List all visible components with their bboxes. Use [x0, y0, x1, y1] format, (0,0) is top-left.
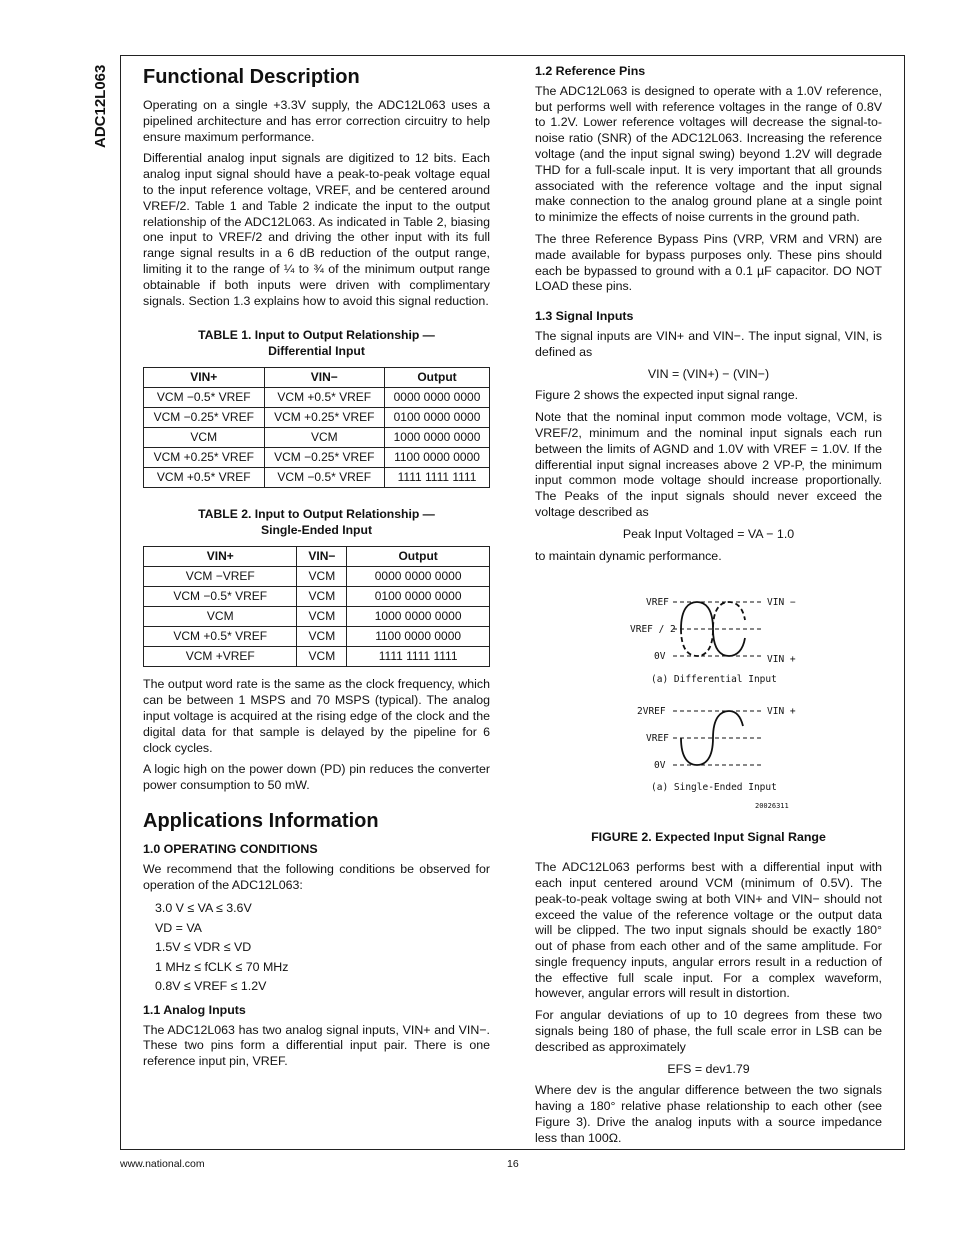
fig-b-caption: (a) Single-Ended Input — [651, 782, 777, 794]
section-1-3-paragraph-2: Figure 2 shows the expected input signal range. — [535, 388, 799, 403]
fig-a-vin-plus-label: VIN + — [767, 654, 796, 666]
vin-equation: VIN = (VIN+) − (VIN−) — [647, 366, 770, 381]
table-row: VCM −0.25* VREF VCM +0.25* VREF 0100 0000 0000 — [144, 408, 490, 428]
fig-b-vref-label: VREF — [646, 733, 669, 745]
fig-b-0v-label: 0V — [654, 760, 666, 772]
section-1-1-paragraph: The ADC12L063 has two analog signal inputs, VIN+ and VIN−. These two pins form a differential input pair. There is one reference input pin, VREF. — [143, 1022, 490, 1069]
fig-a-vref-label: VREF — [646, 597, 669, 609]
section-1-2-paragraph-1: The ADC12L063 is designed to operate with a 1.0V reference, but performs well with reference voltages in the range of 0.8V to 1.2V. Lower reference voltages will decrease the signal-to-noise ratio (SNR) of the ADC12L063. Increasing the reference voltage (and the input signal swing) beyond 1.2V will degrade THD for a full-scale input. It is very important that all grounds associated with the reference voltage and the input signal make connection to the analog ground plane at a single point to minimize the effects of noise currents in the ground path. — [535, 83, 882, 225]
table2 — [143, 546, 490, 667]
section-1-3-paragraph-3: Note that the nominal input common mode voltage, VCM, is VREF/2, minimum and the nominal input signals each run between the limits of AGND and 1.0V with VREF = 1.0V. If the differential input signal increases above 2 VP-P, the minimum input common mode voltage should increase proportionally. The Peaks of the input signals should never exceed the voltage described as — [535, 410, 882, 519]
efs-equation: EFS = dev1.79 — [667, 1061, 750, 1076]
table-row: VCM VCM 1000 0000 0000 — [144, 607, 490, 627]
section-1-3-paragraph-1: The signal inputs are VIN+ and VIN−. The input signal, VIN, is defined as — [535, 328, 882, 359]
fig-b-vin-plus-label: VIN + — [767, 706, 796, 718]
fig-a-caption: (a) Differential Input — [651, 674, 777, 686]
section-1-3-paragraph-4: to maintain dynamic performance. — [535, 548, 722, 563]
table-row: VCM −0.5* VREF VCM +0.5* VREF 0000 0000 0000 — [144, 388, 490, 408]
right-paragraph-6: For angular deviations of up to 10 degrees from these two signals being 180 of phase, the full scale error in LSB can be described as approximately — [535, 1008, 882, 1054]
side-title: ADC12L063 — [92, 64, 109, 148]
right-column — [535, 64, 882, 1153]
condition-item: VD = VA — [155, 920, 202, 935]
table2-caption: TABLE 2. Input to Output Relationship — Single-Ended Input — [198, 507, 435, 538]
fd-paragraph-1: Operating on a single +3.3V supply, the ADC12L063 uses a pipelined architecture and has error correction circuitry to help ensure maximum performance. — [143, 98, 490, 144]
left-column — [143, 64, 490, 1076]
operating-conditions-list — [155, 899, 490, 997]
fd-paragraph-4: A logic high on the power down (PD) pin reduces the converter power consumption to 50 mW. — [143, 762, 490, 793]
section-1-2-paragraph-2: The three Reference Bypass Pins (VRP, VRM and VRN) are made available for bypass purposes only. These pins should each be bypassed to ground with a 0.1 µF capacitor. DO NOT LOAD these pins. — [535, 231, 882, 294]
table-row: VCM +0.5* VREF VCM 1100 0000 0000 — [144, 627, 490, 647]
table-row: VCM +0.25* VREF VCM −0.25* VREF 1100 0000 0000 — [144, 448, 490, 468]
fd-paragraph-3: The output word rate is the same as the clock frequency, which can be between 1 MSPS and 70 MSPS (typical). The analog input voltage is acquired at the rising edge of the clock and the digital data for that sample is delayed by the pipeline for 6 clock cycles. — [143, 677, 490, 755]
table2-header: VIN+ — [144, 547, 297, 567]
table1-header: VIN+ — [144, 368, 265, 388]
figure-2-diagram — [535, 578, 882, 818]
peak-voltage-equation: Peak Input Voltaged = VA − 1.0 — [622, 526, 795, 541]
table-row: VCM −0.5* VREF VCM 0100 0000 0000 — [144, 587, 490, 607]
fig-a-vin-minus-label: VIN − — [767, 597, 796, 609]
section-1-3-heading: 1.3 Signal Inputs — [535, 309, 634, 324]
fig-b-2vref-label: 2VREF — [637, 706, 666, 718]
right-paragraph-5: The ADC12L063 performs best with a differential input with each input centered around VCM (minimum of 0.5V). The peak-to-peak voltage swing at both VIN+ and VIN− should not exceed the value of the reference voltage or the output data will be clipped. The two input signals should be exactly 180° out of phase from each other and of the same amplitude. For single frequency inputs, angular errors result in a reduction of the effective full scale input. For a complex waveform, however, angular errors will result in distortion. — [535, 860, 882, 1001]
section-1-1-heading: 1.1 Analog Inputs — [143, 1002, 246, 1017]
functional-description-title: Functional Description — [143, 66, 360, 88]
condition-item: 1 MHz ≤ fCLK ≤ 70 MHz — [155, 959, 289, 974]
table-row: VCM VCM 1000 0000 0000 — [144, 428, 490, 448]
table-row: VCM +VREF VCM 1111 1111 1111 — [144, 647, 490, 667]
footer-page-number: 16 — [507, 1158, 519, 1170]
section-1-0-heading: 1.0 OPERATING CONDITIONS — [143, 841, 318, 856]
fig-a-vref2-label: VREF / 2 — [630, 624, 676, 636]
applications-information-title: Applications Information — [143, 809, 379, 832]
table1 — [143, 367, 490, 488]
table-row: VCM −VREF VCM 0000 0000 0000 — [144, 567, 490, 587]
table1-caption: TABLE 1. Input to Output Relationship — Differential Input — [198, 328, 435, 359]
table1-header: Output — [385, 368, 490, 388]
section-1-2-heading: 1.2 Reference Pins — [535, 64, 646, 78]
figure-2 — [535, 578, 882, 818]
fd-paragraph-2: Differential analog input signals are digitized to 12 bits. Each analog input signal should have a peak-to-peak voltage equal to the input reference voltage, VREF, and be centered around VREF/2. Table 1 and Table 2 indicate the input to the output relationship of the ADC12L063. As indicated in Table 2, biasing one input to VREF/2 and driving the other input with its full range signal results in a 6 dB reduction of the output range, limiting it to the range of ¼ to ¾ of the minimum output range obtainable if both inputs were driven with complimentary signals. Section 1.3 explains how to avoid this signal reduction. — [143, 151, 490, 308]
table2-header: VIN− — [297, 547, 347, 567]
condition-item: 1.5V ≤ VDR ≤ VD — [155, 940, 252, 955]
figure-2-caption: FIGURE 2. Expected Input Signal Range — [591, 830, 826, 845]
fig-code: 20026311 — [755, 802, 789, 811]
table1-header: VIN− — [264, 368, 385, 388]
right-paragraph-7: Where dev is the angular difference between the two signals having a 180° relative phase relationship to each other (see Figure 3). Drive the analog inputs with a source impedance less than 100Ω. — [535, 1083, 882, 1145]
fig-a-0v-label: 0V — [654, 651, 666, 663]
condition-item: 0.8V ≤ VREF ≤ 1.2V — [155, 979, 267, 994]
table-row: VCM +0.5* VREF VCM −0.5* VREF 1111 1111 1111 — [144, 468, 490, 488]
section-1-0-paragraph: We recommend that the following conditions be observed for operation of the ADC12L063: — [143, 861, 490, 892]
footer-site: www.national.com — [120, 1158, 205, 1170]
condition-item: 3.0 V ≤ VA ≤ 3.6V — [155, 901, 252, 916]
table2-header: Output — [347, 547, 490, 567]
